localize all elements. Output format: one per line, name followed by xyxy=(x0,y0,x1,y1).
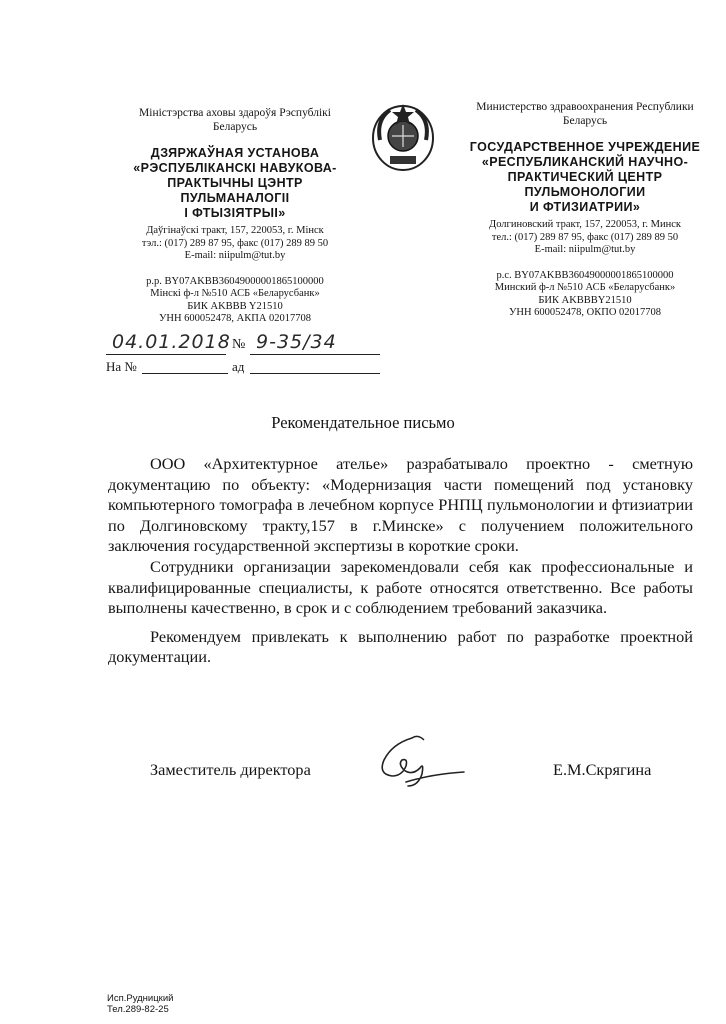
outgoing-date: 04.01.2018 xyxy=(112,331,231,353)
organization-name-ru: ГОСУДАРСТВЕННОЕ УЧРЕЖДЕНИЕ «РЕСПУБЛИКАНСКИЙ НАУЧНО- ПРАКТИЧЕСКИЙ ЦЕНТР ПУЛЬМОНОЛОГИИ И ФТИЗИАТРИИ» xyxy=(469,140,701,214)
header-left xyxy=(100,106,370,326)
bank-details-ru: р.с. BY07AKBB36049000001865100000 Минский ф-л №510 АСБ «Беларусбанк» БИК AKBBBY21510 УНН 600052478, ОКПО 02017708 xyxy=(494,269,676,318)
from-label: ад xyxy=(232,359,245,374)
number-underline xyxy=(250,354,380,355)
paragraph: Сотрудники организации зарекомендовали себя как профессиональные и квалифицированные специалисты, к работе относятся ответственно. Все работы выполнены качественно, в срок и с соблюдением требований заказчика. xyxy=(108,556,693,618)
on-number-label: На № xyxy=(106,359,137,374)
bank-details-by: р.р. BY07AKBB36049000001865100000 Мінскі ф-л №510 АСБ «Беларусбанк» БИК AKBBB Y21510 УНН 600052478, АКПА 02017708 xyxy=(146,275,324,324)
paragraph: Рекомендуем привлекать к выполнению работ по разработке проектной документации. xyxy=(108,626,693,667)
paragraph: ООО «Архитектурное ателье» разрабатывало проектно - сметную документацию по объекту: «Модернизация части помещений под установку компьютерного томографа в лечебном корпусе РНПЦ пульмонологии и фтизиатрии по Долгиновскому тракту,157 в г.Минске» с получением положительного заключения государственной экспертизы в короткие сроки. xyxy=(108,454,693,556)
state-emblem-icon xyxy=(370,100,436,172)
outgoing-number: 9-35/34 xyxy=(256,331,337,353)
executor-phone: Тел.289-82-25 xyxy=(107,1004,169,1015)
ministry-name-ru: Министерство здравоохранения Республики Беларусь xyxy=(476,101,694,127)
signatory-name: Е.М.Скрягина xyxy=(553,760,652,779)
ministry-name-by: Міністэрства аховы здароўя Рэспублікі Беларусь xyxy=(139,107,331,133)
signatory-position: Заместитель директора xyxy=(150,760,311,779)
executor-name: Исп.Рудницкий xyxy=(107,993,174,1004)
executor-info xyxy=(107,993,173,1015)
letter-body xyxy=(108,454,693,668)
number-sign: № xyxy=(232,337,246,352)
on-number-underline xyxy=(142,373,228,374)
header-right xyxy=(440,100,726,320)
from-underline xyxy=(250,373,380,374)
organization-name-by: ДЗЯРЖАЎНАЯ УСТАНОВА «РЭСПУБЛІКАНСКІ НАВУКОВА- ПРАКТЫЧНЫ ЦЭНТР ПУЛЬМАНАЛОГІІ І ФТЫЗІЯТРЫІ» xyxy=(133,146,337,220)
handwritten-signature xyxy=(372,730,472,792)
date-underline xyxy=(106,354,226,355)
letter-title: Рекомендательное письмо xyxy=(271,413,455,432)
address-ru: Долгиновский тракт, 157, 220053, г. Минск тел.: (017) 289 87 95, факс (017) 289 89 50 E-mail: niipulm@tut.by xyxy=(489,219,681,255)
address-by: Даўгінаўскі тракт, 157, 220053, г. Мінск тэл.: (017) 289 87 95, факс (017) 289 89 50 E-mail: niipulm@tut.by xyxy=(141,225,329,261)
